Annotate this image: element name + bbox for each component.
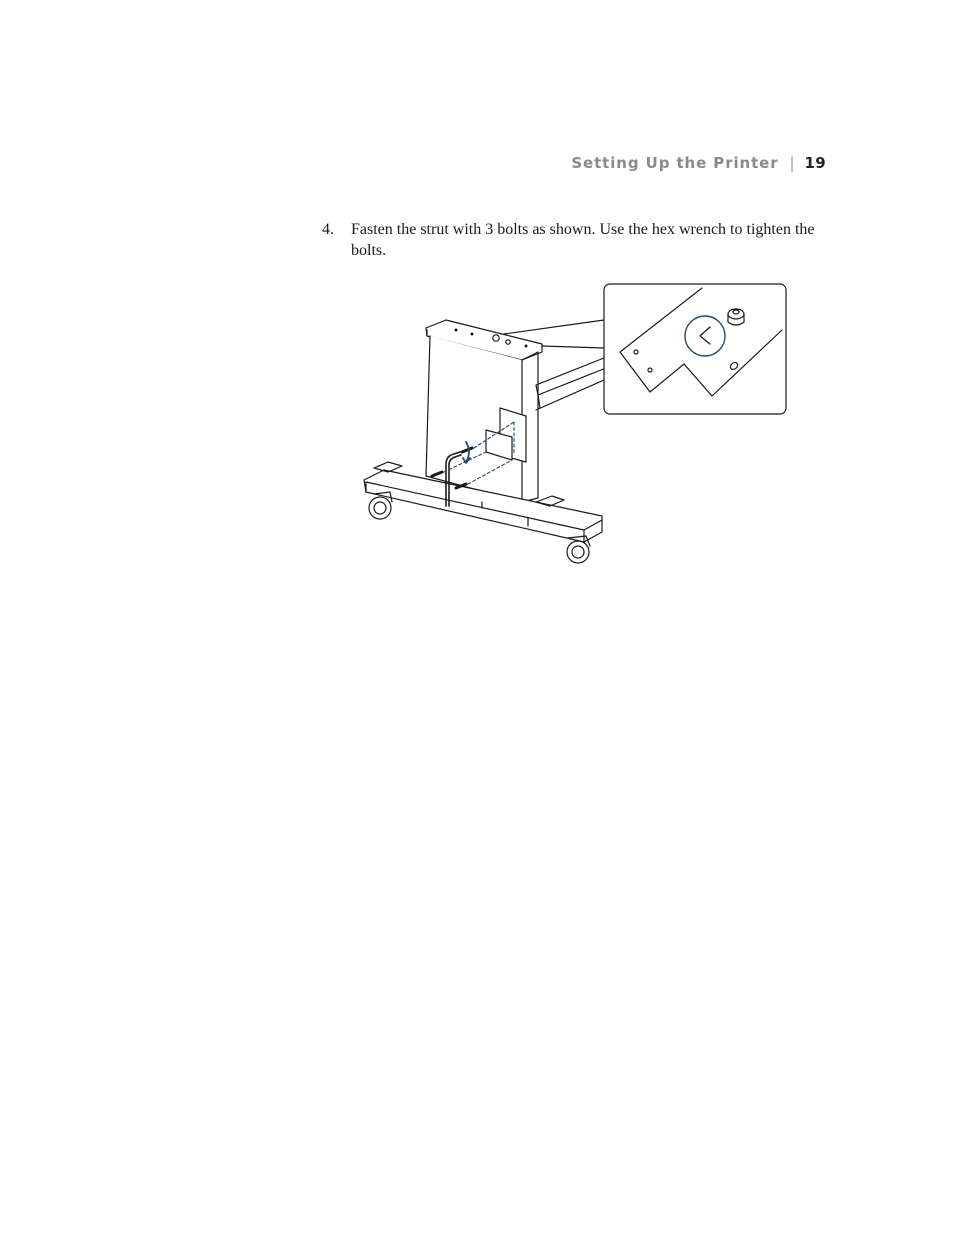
step-instruction: Fasten the strut with 3 bolts as shown. Use the hex wrench to tighten the bolts.	[351, 221, 815, 259]
header-separator: |	[789, 154, 796, 172]
step-number: 4.	[322, 221, 334, 238]
step-4	[322, 219, 834, 261]
strut-bar	[536, 358, 606, 410]
section-title: Setting Up the Printer	[571, 154, 779, 172]
running-header	[571, 154, 826, 172]
assembly-illustration	[354, 280, 794, 570]
page-number: 19	[804, 154, 826, 172]
detail-inset	[604, 284, 786, 414]
